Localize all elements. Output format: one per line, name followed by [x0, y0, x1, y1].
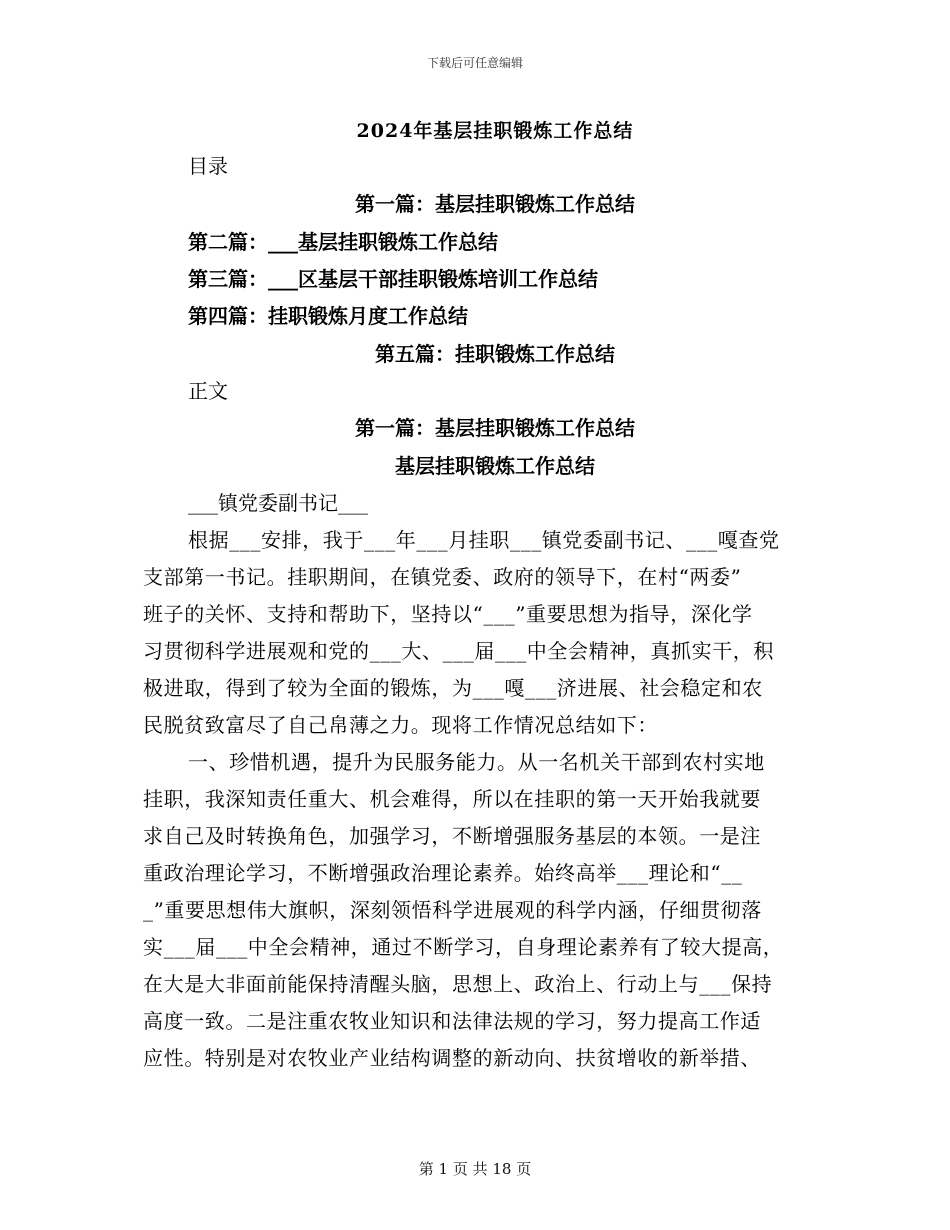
author-line: ___镇党委副书记___ — [188, 491, 368, 515]
paragraph-line: 高度一致。二是注重农牧业知识和法律法规的学习，努力提高工作适 — [143, 1009, 761, 1033]
body-label: 正文 — [188, 379, 228, 403]
toc-item-4: 第四篇：挂职锻炼月度工作总结 — [188, 304, 468, 328]
paragraph-line: 在大是大非面前能保持清醒头脑，思想上、政治上、行动上与___保持 — [143, 972, 773, 996]
paragraph-line: 根据___安排，我于___年___月挂职___镇党委副书记、___嘎查党 — [188, 528, 780, 552]
toc-item-2: 第二篇：___基层挂职锻炼工作总结 — [188, 230, 498, 254]
paragraph-line: 极进取，得到了较为全面的锻炼，为___嘎___济进展、社会稳定和农 — [143, 676, 763, 700]
paragraph-line: 求自己及时转换角色，加强学习，不断增强服务基层的本领。一是注 — [143, 824, 761, 848]
section-subtitle: 基层挂职锻炼工作总结 — [395, 454, 595, 478]
toc-label: 目录 — [188, 154, 228, 178]
header-note: 下载后可任意编辑 — [426, 56, 523, 70]
paragraph-line: _”重要思想伟大旗帜，深刻领悟科学进展观的科学内涵，仔细贯彻落 — [143, 898, 762, 922]
paragraph-line: 重政治理论学习，不断增强政治理论素养。始终高举___理论和“__ — [143, 861, 743, 885]
paragraph-line: 挂职，我深知责任重大、机会难得，所以在挂职的第一天开始我就要 — [143, 787, 761, 811]
paragraph-line: 支部第一书记。挂职期间，在镇党委、政府的领导下，在村“两委” — [143, 565, 742, 589]
page-footer: 第 1 页 共 18 页 — [418, 1160, 532, 1178]
paragraph-line: 习贯彻科学进展观和党的___大、___届___中全会精神，真抓实干，积 — [143, 639, 774, 663]
paragraph-line: 应性。特别是对农牧业产业结构调整的新动向、扶贫增收的新举措、 — [143, 1046, 761, 1070]
paragraph-line: 一、珍惜机遇，提升为民服务能力。从一名机关干部到农村实地 — [188, 750, 765, 774]
toc-item-5: 第五篇：挂职锻炼工作总结 — [375, 342, 615, 366]
toc-item-1: 第一篇：基层挂职锻炼工作总结 — [355, 192, 635, 216]
document-title: 2024年基层挂职锻炼工作总结 — [356, 120, 634, 142]
paragraph-line: 班子的关怀、支持和帮助下，坚持以“___”重要思想为指导，深化学 — [143, 602, 753, 626]
toc-item-3: 第三篇：___区基层干部挂职锻炼培训工作总结 — [188, 267, 598, 291]
paragraph-line: 民脱贫致富尽了自己帛薄之力。现将工作情况总结如下： — [143, 713, 658, 737]
section-heading: 第一篇：基层挂职锻炼工作总结 — [355, 416, 635, 440]
paragraph-line: 实___届___中全会精神，通过不断学习，自身理论素养有了较大提高， — [143, 935, 784, 959]
